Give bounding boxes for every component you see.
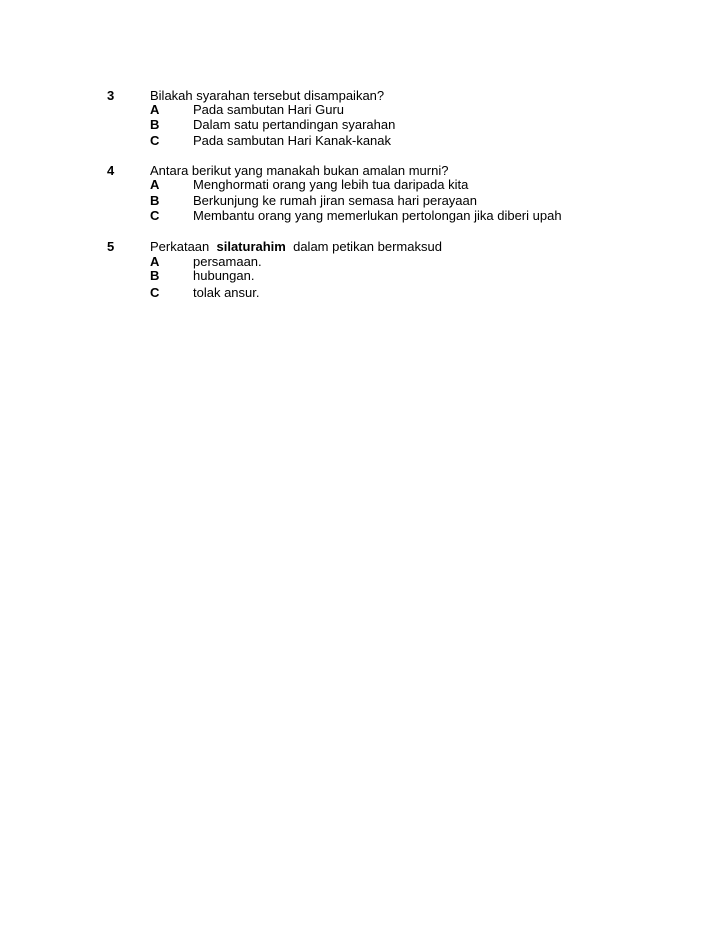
option-letter: B bbox=[150, 117, 160, 132]
option-3c bbox=[0, 133, 728, 149]
option-text: Menghormati orang yang lebih tua daripada kita bbox=[193, 177, 469, 192]
question-number: 3 bbox=[107, 88, 115, 103]
option-text: Berkunjung ke rumah jiran semasa hari perayaan bbox=[193, 193, 477, 208]
option-text: Pada sambutan Hari Kanak-kanak bbox=[193, 133, 392, 148]
question-stem: Bilakah syarahan tersebut disampaikan? bbox=[150, 88, 385, 103]
option-5b bbox=[0, 268, 728, 284]
option-4b bbox=[0, 193, 728, 209]
question-stem bbox=[150, 239, 442, 255]
option-letter: C bbox=[150, 208, 160, 223]
stem-prefix: Perkataan bbox=[150, 239, 210, 254]
option-4c bbox=[0, 208, 728, 224]
option-3b bbox=[0, 117, 728, 133]
option-text: persamaan. bbox=[193, 254, 262, 269]
option-text: Dalam satu pertandingan syarahan bbox=[193, 117, 396, 132]
option-text: tolak ansur. bbox=[193, 285, 260, 300]
option-letter: C bbox=[150, 285, 160, 300]
question-number: 4 bbox=[107, 163, 115, 178]
option-letter: A bbox=[150, 102, 160, 117]
option-letter: A bbox=[150, 254, 160, 269]
option-letter: B bbox=[150, 268, 160, 283]
option-letter: A bbox=[150, 177, 160, 192]
option-4a bbox=[0, 177, 728, 193]
question-stem: Antara berikut yang manakah bukan amalan murni? bbox=[150, 163, 449, 178]
option-text: Membantu orang yang memerlukan pertolongan jika diberi upah bbox=[193, 208, 562, 223]
option-letter: B bbox=[150, 193, 160, 208]
option-letter: C bbox=[150, 133, 160, 148]
option-3a bbox=[0, 102, 728, 118]
option-text: Pada sambutan Hari Guru bbox=[193, 102, 345, 117]
option-5c bbox=[0, 285, 728, 301]
stem-suffix: dalam petikan bermaksud bbox=[293, 239, 442, 254]
question-number: 5 bbox=[107, 239, 115, 254]
stem-keyword: silaturahim bbox=[216, 239, 286, 254]
option-text: hubungan. bbox=[193, 268, 255, 283]
